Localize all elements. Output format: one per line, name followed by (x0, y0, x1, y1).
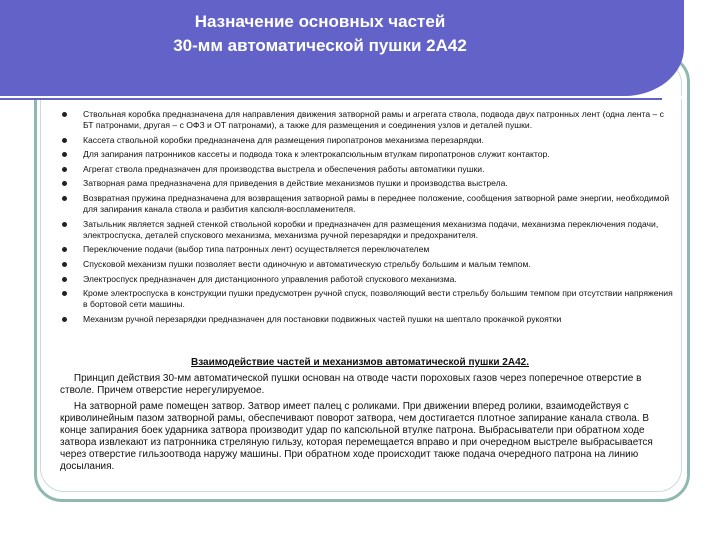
bullet-item (62, 274, 674, 285)
bullet-dot-icon (62, 152, 67, 157)
bullet-item (62, 164, 674, 175)
paragraph-principle-text: Принцип действия 30-мм автоматической пушки основан на отводе части пороховых газов через поперечное отверстие в стволе. Причем отверстие нерегулируемое. (60, 373, 642, 396)
bullet-dot-icon (62, 112, 67, 117)
bullet-text: Кроме электроспуска в конструкции пушки предусмотрен ручной спуск, позволяющий вести стрельбу большим темпом при отсутствии напряжения в бортовой сети машины. (83, 288, 673, 310)
bullet-dot-icon (62, 262, 67, 267)
section-heading: Взаимодействие частей и механизмов автоматической пушки 2А42. (190, 357, 529, 368)
bullet-text: Электроспуск предназначен для дистанционного управления работой спускового механизма. (83, 273, 457, 284)
bullet-text: Механизм ручной перезарядки предназначен для постановки подвижных частей пушки на шептало прокачкой рукоятки (83, 313, 562, 324)
bullet-item (62, 259, 674, 270)
bullet-dot-icon (62, 196, 67, 201)
banner-divider-line (0, 98, 662, 100)
bullet-dot-icon (62, 277, 67, 282)
bullet-text: Спусковой механизм пушки позволяет вести одиночную и автоматическую стрельбу большим и малым темпом. (83, 259, 531, 270)
bullet-text: Переключение подачи (выбор типа патронных лент) осуществляется переключателем (83, 244, 430, 255)
bullet-text: Кассета ствольной коробки предназначена для размещения пиропатронов механизма перезарядки. (83, 134, 484, 145)
bullet-dot-icon (62, 247, 67, 252)
slide-title (60, 10, 580, 58)
bullet-text: Агрегат ствола предназначен для производства выстрела и обеспечения работы автоматики пушки. (83, 163, 485, 174)
paragraph-bolt (60, 401, 668, 473)
bullet-item (62, 244, 674, 255)
parts-bullet-list (62, 109, 674, 329)
bullet-dot-icon (62, 291, 67, 296)
bullet-item (62, 288, 674, 310)
bullet-item (62, 193, 674, 215)
bullet-item (62, 178, 674, 189)
bullet-item (62, 314, 674, 325)
bullet-dot-icon (62, 138, 67, 143)
bullet-text: Для запирания патронников кассеты и подвода тока к электрокапсюльным втулкам пиропатронов служит контактор. (83, 149, 550, 160)
paragraph-principle (60, 373, 668, 397)
bullet-text: Ствольная коробка предназначена для направления движения затворной рамы и агрегата ствола, подвода двух патронных лент (одна лента – с БТ патронами, другая – с ОФЗ и ОТ патронами), а также для размещения и соединения узлов и деталей пушки. (83, 109, 664, 131)
bullet-dot-icon (62, 181, 67, 186)
bullet-item (62, 219, 674, 241)
bullet-dot-icon (62, 317, 67, 322)
bullet-text: Затворная рама предназначена для приведения в действие механизмов пушки и производства выстрела. (83, 178, 508, 189)
bullet-item (62, 135, 674, 146)
title-line-1: Назначение основных частей (194, 12, 446, 31)
bullet-item (62, 109, 674, 131)
paragraph-bolt-text: На затворной раме помещен затвор. Затвор имеет палец с роликами. При движении вперед ролики, взаимодействуя с криволинейным пазом затворной рамы, обеспечивают поворот затвора, чем достигается плотное запирание канала ствола. В конце запирания боек ударника затвора производит удар по капсюльной втулке патрона. Выбрасыватели при обратном ходе затвора извлекают из патронника стреляную гильзу, которая перемещается вправо и при очередном выстреле выбрасывается через отверстие гильзоотвода наружу машины. При обратном ходе происходит также подача очередного патрона на линию досылания. (60, 401, 653, 472)
bullet-item (62, 149, 674, 160)
bullet-text: Возвратная пружина предназначена для возвращения затворной рамы в переднее положение, сообщения затворной раме энергии, необходимой для запирания канала ствола и разбития капсюля-воспламенителя. (83, 193, 670, 215)
title-line-2: 30-мм автоматической пушки 2А42 (173, 36, 467, 55)
bullet-dot-icon (62, 222, 67, 227)
bullet-dot-icon (62, 167, 67, 172)
bullet-text: Затыльник является задней стенкой ствольной коробки и предназначен для размещения механизма подачи, механизма переключения подачи, электроспуска, деталей спускового механизма, механизма ручной перезарядки и предохранителя. (83, 218, 659, 240)
title-banner (0, 0, 684, 96)
